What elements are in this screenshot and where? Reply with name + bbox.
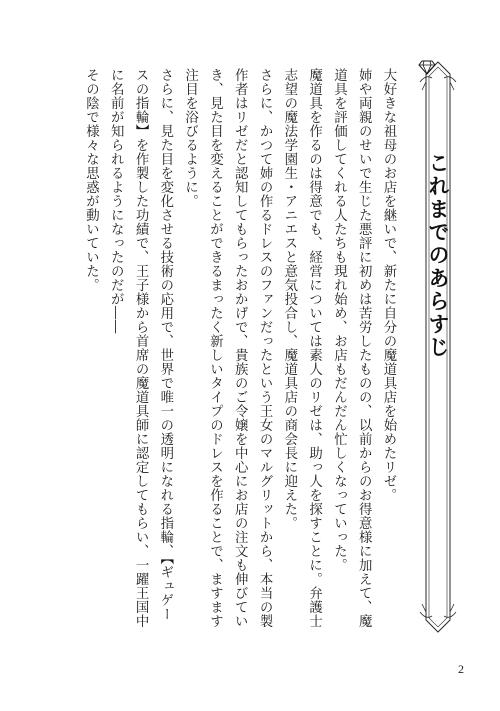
paragraph: その陰で様々な思惑が動いていた。 <box>83 68 99 292</box>
paragraph: さらに、見た目を変化させる技術の応用で、世界で唯一の透明になれる指輪、【ギュゲースの指輪】を作製した功績で、王子様から首席の魔道具師に認定してもらい、一躍王国中に名前が知られるようになったのだが―― <box>108 68 173 628</box>
paragraph: 大好きな祖母のお店を継いで、新たに自分の魔道具店を始めたリゼ。 <box>381 68 396 502</box>
page-number: 2 <box>458 662 464 676</box>
title-frame <box>418 60 458 634</box>
gem-icon <box>418 60 436 75</box>
paragraph: 姉や両親のせいで生じた悪評に初めは苦労したものの、以前からのお得意様に加えて、魔道具を評価してくれる人たちも現れ始め、お店もだんだん忙しくなっていった。 <box>331 68 372 628</box>
paragraph: さらに、かつて姉の作るドレスのファンだったという王女のマルグリットから、本当の製作者はリゼだと認知してもらったおかげで、貴族のご令嬢を中心にお店の注文も伸びていき、見た目を変えることができるまったく新しいタイプのドレスを作ることで、ますます注目を浴びるように。 <box>182 68 273 628</box>
synopsis-text <box>83 68 400 628</box>
paragraph: 魔道具を作るのは得意でも、経営については素人のリゼは、助っ人を探すことに。弁護士志望の魔法学園生・アニエスと意気投合し、魔道具店の商会長に迎えた。 <box>281 68 322 628</box>
page-title: これまでのあらすじ <box>426 152 450 359</box>
